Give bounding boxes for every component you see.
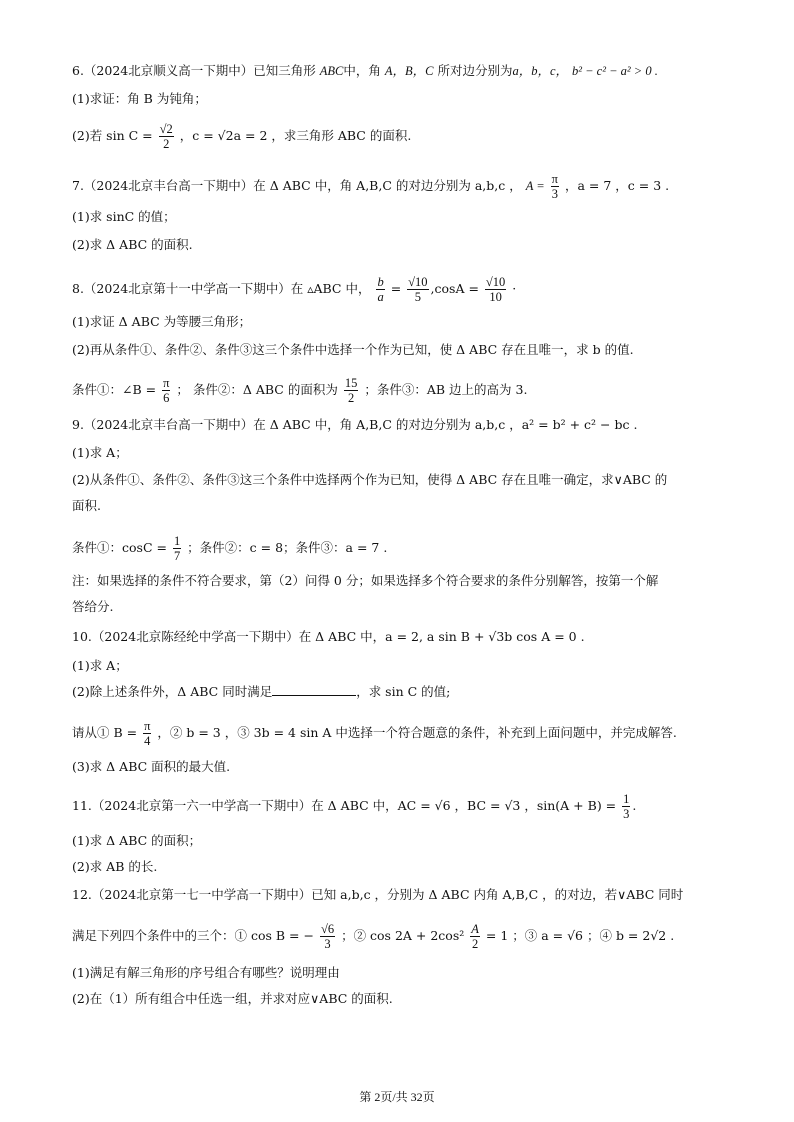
q8-eq: = xyxy=(390,281,402,296)
q8-stem xyxy=(72,275,754,304)
q12-l2-a: 满足下列四个条件中的三个：① cos B = − xyxy=(72,928,314,943)
q9-f-num: 1 xyxy=(173,534,181,548)
q6-frac-num: √2 xyxy=(159,122,173,136)
q6-tail: 所对边分别为 xyxy=(437,63,513,78)
q8-f3-den: 10 xyxy=(489,290,502,304)
q8-cond-fraction-2 xyxy=(344,376,359,405)
q8-part2: (2)再从条件①、条件②、条件③这三个条件中选择一个作为已知，使 Δ ABC 存在且唯一，求 b 的值. xyxy=(72,342,634,357)
q11-part1: (1)求 Δ ABC 的面积； xyxy=(72,833,202,848)
q8-cf1-den: 6 xyxy=(163,391,170,405)
q11-stem xyxy=(72,792,754,821)
q10-stem: 10.（2024北京陈经纶中学高一下期中）在 Δ ABC 中，a = 2, a sin B + √3b cos A = 0 . xyxy=(72,629,585,644)
q9-part1: (1)求 A； xyxy=(72,445,128,460)
q8-fraction-2 xyxy=(407,275,428,304)
q9-part2-line2: 面积. xyxy=(72,498,101,513)
q7-frac-den: 3 xyxy=(551,187,558,201)
q8-f3-num: √10 xyxy=(485,275,506,289)
q11-head: 11.（2024北京第一六一中学高一下期中）在 Δ ABC 中，AC = √6 ，BC = √3 ，sin(A + B) = xyxy=(72,798,617,813)
q6-sides: a，b，c， xyxy=(512,64,569,78)
q8-cond-fraction-1 xyxy=(162,376,170,405)
q7-cond-b: ，a = 7 ，c = 3 . xyxy=(564,178,670,193)
q8-cond-c: ；条件③：AB 边上的高为 3. xyxy=(364,382,528,397)
q8-cf1-num: π xyxy=(163,376,170,390)
q12-f2-num: A xyxy=(471,922,479,936)
q11-f-den: 3 xyxy=(623,807,630,821)
q9-f-den: 7 xyxy=(173,549,181,563)
q10-part1: (1)求 A； xyxy=(72,658,128,673)
q8-f1-num: b xyxy=(377,275,384,289)
q6-head: 6.（2024北京顺义高一下期中）已知三角形 xyxy=(72,63,316,78)
q9-note-line1: 注：如果选择的条件不符合要求，第（2）问得 0 分；如果选择多个符合要求的条件分别解答，按第一个解 xyxy=(72,573,659,588)
q8-end: · xyxy=(512,281,517,296)
q7-part2: (2)求 Δ ABC 的面积. xyxy=(72,237,193,252)
q7-frac-num: π xyxy=(551,172,558,186)
q8-fraction-3 xyxy=(485,275,506,304)
q6-mid: 中，角 xyxy=(343,63,381,78)
q10-part2 xyxy=(72,683,754,701)
q8-cond-b: ； 条件②：Δ ABC 的面积为 xyxy=(176,382,338,397)
q8-part1: (1)求证 Δ ABC 为等腰三角形； xyxy=(72,314,252,329)
q10-part2-b: ，求 sin C 的值; xyxy=(356,684,451,699)
q7-part1: (1)求 sinC 的值； xyxy=(72,209,176,224)
q10-conditions xyxy=(72,719,754,748)
q6-fraction xyxy=(159,122,174,151)
q9-cond-a: 条件①：cosC = xyxy=(72,540,167,555)
q9-stem: 9.（2024北京丰台高一下期中）在 Δ ABC 中，角 A,B,C 的对边分别为 a,b,c ，a² = b² + c² − bc . xyxy=(72,417,638,432)
q12-f1-den: 3 xyxy=(324,937,331,951)
q10-part2-a: (2)除上述条件外，Δ ABC 同时满足 xyxy=(72,684,273,699)
q12-part1: (1)满足有解三角形的序号组合有哪些？说明理由 xyxy=(72,965,340,980)
q10-answer-blank xyxy=(272,683,356,696)
q6-frac-den: 2 xyxy=(163,137,170,151)
q12-f2-den: 2 xyxy=(471,937,479,951)
q12-l2-c: = 1 ；③ a = √6 ；④ b = 2√2 . xyxy=(485,928,675,943)
q12-stem-line2 xyxy=(72,922,754,951)
q12-fraction-2 xyxy=(470,922,480,951)
q8-f2-num: √10 xyxy=(408,275,428,289)
q6-part2-b: ，c = √2a = 2 ，求三角形 ABC 的面积. xyxy=(179,128,412,143)
q11-end: . xyxy=(632,798,637,813)
q7-stem xyxy=(72,172,754,201)
q6-stem xyxy=(72,62,754,80)
q7-cond-a: A = xyxy=(525,179,545,193)
q12-f1-num: √6 xyxy=(320,922,335,936)
q9-fraction xyxy=(173,534,181,563)
q9-note-line2: 答给分. xyxy=(72,599,114,614)
q8-f1-den: a xyxy=(377,290,384,304)
q8-conditions xyxy=(72,376,754,405)
q6-part2 xyxy=(72,122,754,151)
q9-cond-b: ；条件②：c = 8；条件③：a = 7 . xyxy=(187,540,388,555)
q11-f-num: 1 xyxy=(623,792,630,806)
q8-f2-den: 5 xyxy=(414,290,421,304)
q9-conditions xyxy=(72,534,754,563)
q8-head: 8.（2024北京第十一中学高一下期中）在 ▵ABC 中， xyxy=(72,281,371,296)
q8-cf2-num: 15 xyxy=(344,376,358,390)
q8-cf2-den: 2 xyxy=(347,391,355,405)
q12-part2: (2)在（1）所有组合中任选一组，并求对应∨ABC 的面积. xyxy=(72,991,393,1006)
q6-part1: (1)求证：角 B 为钝角； xyxy=(72,91,207,106)
q10-part3: (3)求 Δ ABC 面积的最大值. xyxy=(72,759,231,774)
q12-stem-line1: 12.（2024北京第一七一中学高一下期中）已知 a,b,c ，分别为 Δ ABC 内角 A,B,C ，的对边，若∨ABC 同时 xyxy=(72,887,684,902)
q8-fraction-1 xyxy=(376,275,384,304)
q7-head: 7.（2024北京丰台高一下期中）在 Δ ABC 中，角 A,B,C 的对边分别为 a,b,c ， xyxy=(72,178,522,193)
q6-angles: A，B，C xyxy=(384,64,434,78)
q6-abc: ABC xyxy=(319,64,344,78)
q10-cond-a: 请从① B = xyxy=(72,725,138,740)
q10-f-num: π xyxy=(144,719,151,733)
q10-cond-b: ，② b = 3 ，③ 3b = 4 sin A 中选择一个符合题意的条件，补充到上面问题中，并完成解答. xyxy=(157,725,677,740)
q8-mid: ,cosA = xyxy=(430,281,479,296)
q8-cond-a: 条件①：∠B = xyxy=(72,382,157,397)
q6-condition: b² − c² − a² > 0 . xyxy=(572,64,658,78)
q11-fraction xyxy=(622,792,630,821)
q12-l2-b: ；② cos 2A + 2cos² xyxy=(341,928,465,943)
q10-fraction xyxy=(143,719,151,748)
q7-fraction xyxy=(551,172,559,201)
page-footer: 第 2页/共 32页 xyxy=(359,1090,435,1104)
q6-part2-a: (2)若 sin C = xyxy=(72,128,153,143)
q10-f-den: 4 xyxy=(144,734,151,748)
q9-part2-line1: (2)从条件①、条件②、条件③这三个条件中选择两个作为已知，使得 Δ ABC 存在且唯一确定，求∨ABC 的 xyxy=(72,472,668,487)
q11-part2: (2)求 AB 的长. xyxy=(72,859,158,874)
q12-fraction-1 xyxy=(320,922,335,951)
